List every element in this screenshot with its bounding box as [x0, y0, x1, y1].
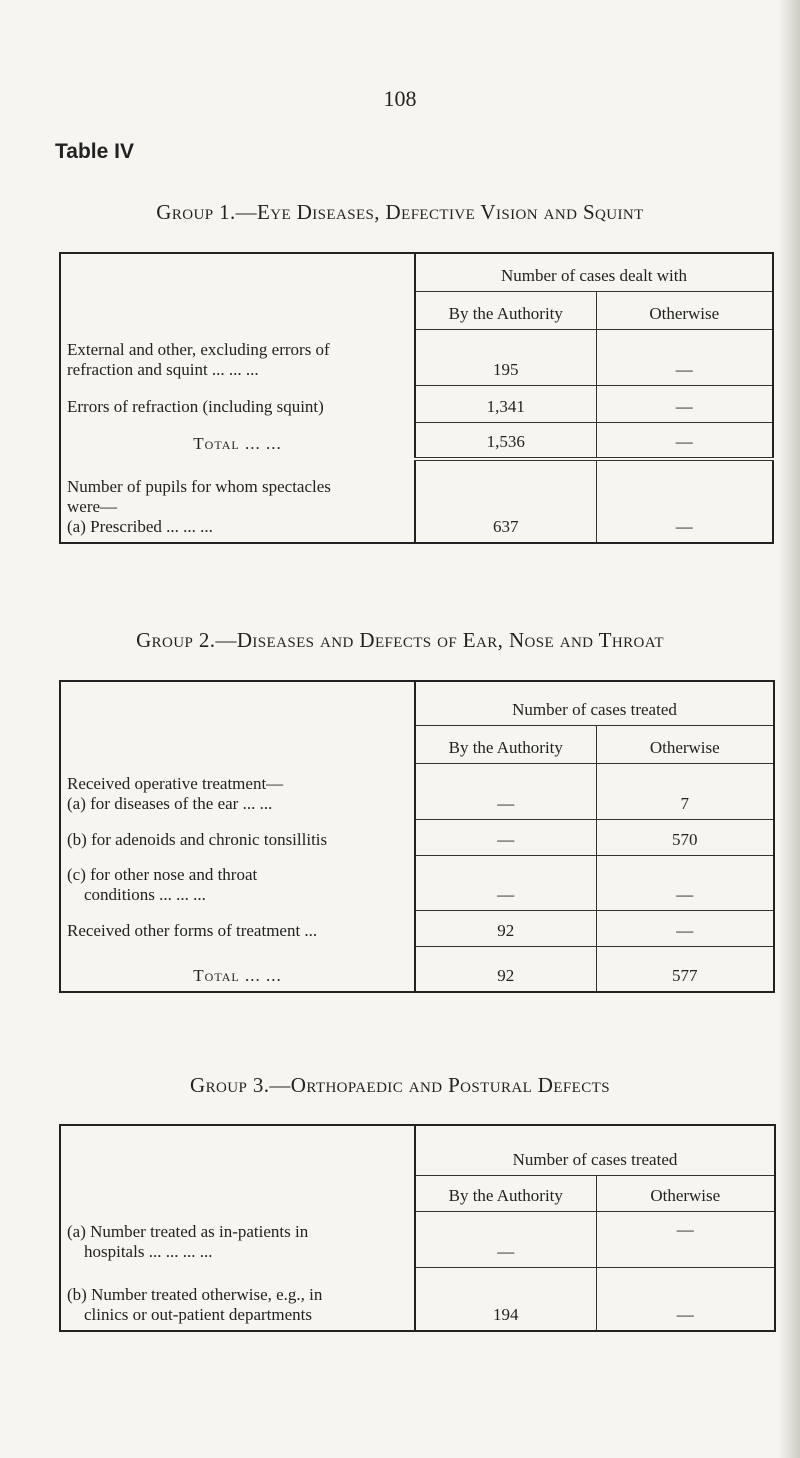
group2-heading: Group 2.—Diseases and Defects of Ear, Nose and Throat [136, 628, 664, 652]
group3-col-otherwise: Otherwise [596, 1175, 775, 1211]
group3-column-header: Number of cases treated [512, 1149, 678, 1169]
cell-authority: 195 [415, 329, 596, 385]
group1-table [59, 252, 774, 544]
table-row [60, 910, 774, 946]
table-row [60, 763, 774, 819]
cell-authority: — [415, 1211, 596, 1267]
cell-otherwise: — [596, 1211, 775, 1267]
cell-otherwise: 577 [596, 946, 774, 992]
table-row [60, 1211, 775, 1267]
group3-table [59, 1124, 776, 1332]
cell-otherwise: — [596, 385, 773, 422]
cell-authority: — [415, 855, 596, 910]
row-label: External and other, excluding errors of refraction and squint ... ... ... [60, 329, 415, 385]
group3-heading: Group 3.—Orthopaedic and Postural Defects [190, 1073, 610, 1097]
row-label: (b) for adenoids and chronic tonsillitis [60, 819, 415, 855]
row-label: Total ... ... [60, 946, 415, 992]
cell-otherwise: — [596, 459, 773, 543]
table-row [60, 385, 773, 422]
row-label: Errors of refraction (including squint) [60, 385, 415, 422]
cell-authority: 194 [415, 1267, 596, 1331]
cell-otherwise: 570 [596, 819, 774, 855]
cell-otherwise: — [596, 855, 774, 910]
cell-authority: 92 [415, 910, 596, 946]
page-number: 108 [383, 86, 417, 111]
row-label: Received operative treatment— (a) for diseases of the ear ... ... [60, 763, 415, 819]
group1-col-authority: By the Authority [415, 291, 596, 329]
table-row [60, 819, 774, 855]
group1-column-header: Number of cases dealt with [501, 265, 687, 285]
cell-authority: 92 [415, 946, 596, 992]
group1-heading: Group 1.—Eye Diseases, Defective Vision and Squint [156, 200, 644, 224]
table-row [60, 329, 773, 385]
cell-authority: — [415, 763, 596, 819]
table-row [60, 459, 773, 543]
row-label: (c) for other nose and throat conditions ... ... ... [60, 855, 415, 910]
row-label: Received other forms of treatment ... [60, 910, 415, 946]
cell-authority: 1,536 [415, 422, 596, 459]
table-row [60, 855, 774, 910]
row-label: Total ... ... [60, 422, 415, 459]
cell-authority: 637 [415, 459, 596, 543]
cell-otherwise: — [596, 910, 774, 946]
row-label: Number of pupils for whom spectacles were— (a) Prescribed ... ... ... [60, 459, 415, 543]
group2-col-otherwise: Otherwise [596, 725, 774, 763]
group1-stub-header [60, 253, 415, 329]
table-row [60, 1267, 775, 1331]
table-title: Table IV [55, 140, 134, 163]
cell-otherwise: — [596, 329, 773, 385]
group2-stub-header [60, 681, 415, 763]
total-row [60, 422, 773, 459]
group1-col-otherwise: Otherwise [596, 291, 773, 329]
total-row [60, 946, 774, 992]
cell-otherwise: 7 [596, 763, 774, 819]
group2-table [59, 680, 775, 993]
group2-col-authority: By the Authority [415, 725, 596, 763]
cell-authority: 1,341 [415, 385, 596, 422]
row-label: (b) Number treated otherwise, e.g., in clinics or out-patient departments [60, 1267, 415, 1331]
row-label: (a) Number treated as in-patients in hospitals ... ... ... ... [60, 1211, 415, 1267]
group2-column-header: Number of cases treated [512, 699, 677, 719]
cell-otherwise: — [596, 422, 773, 459]
group3-stub-header [60, 1125, 415, 1211]
group3-col-authority: By the Authority [415, 1175, 596, 1211]
cell-otherwise: — [596, 1267, 775, 1331]
cell-authority: — [415, 819, 596, 855]
